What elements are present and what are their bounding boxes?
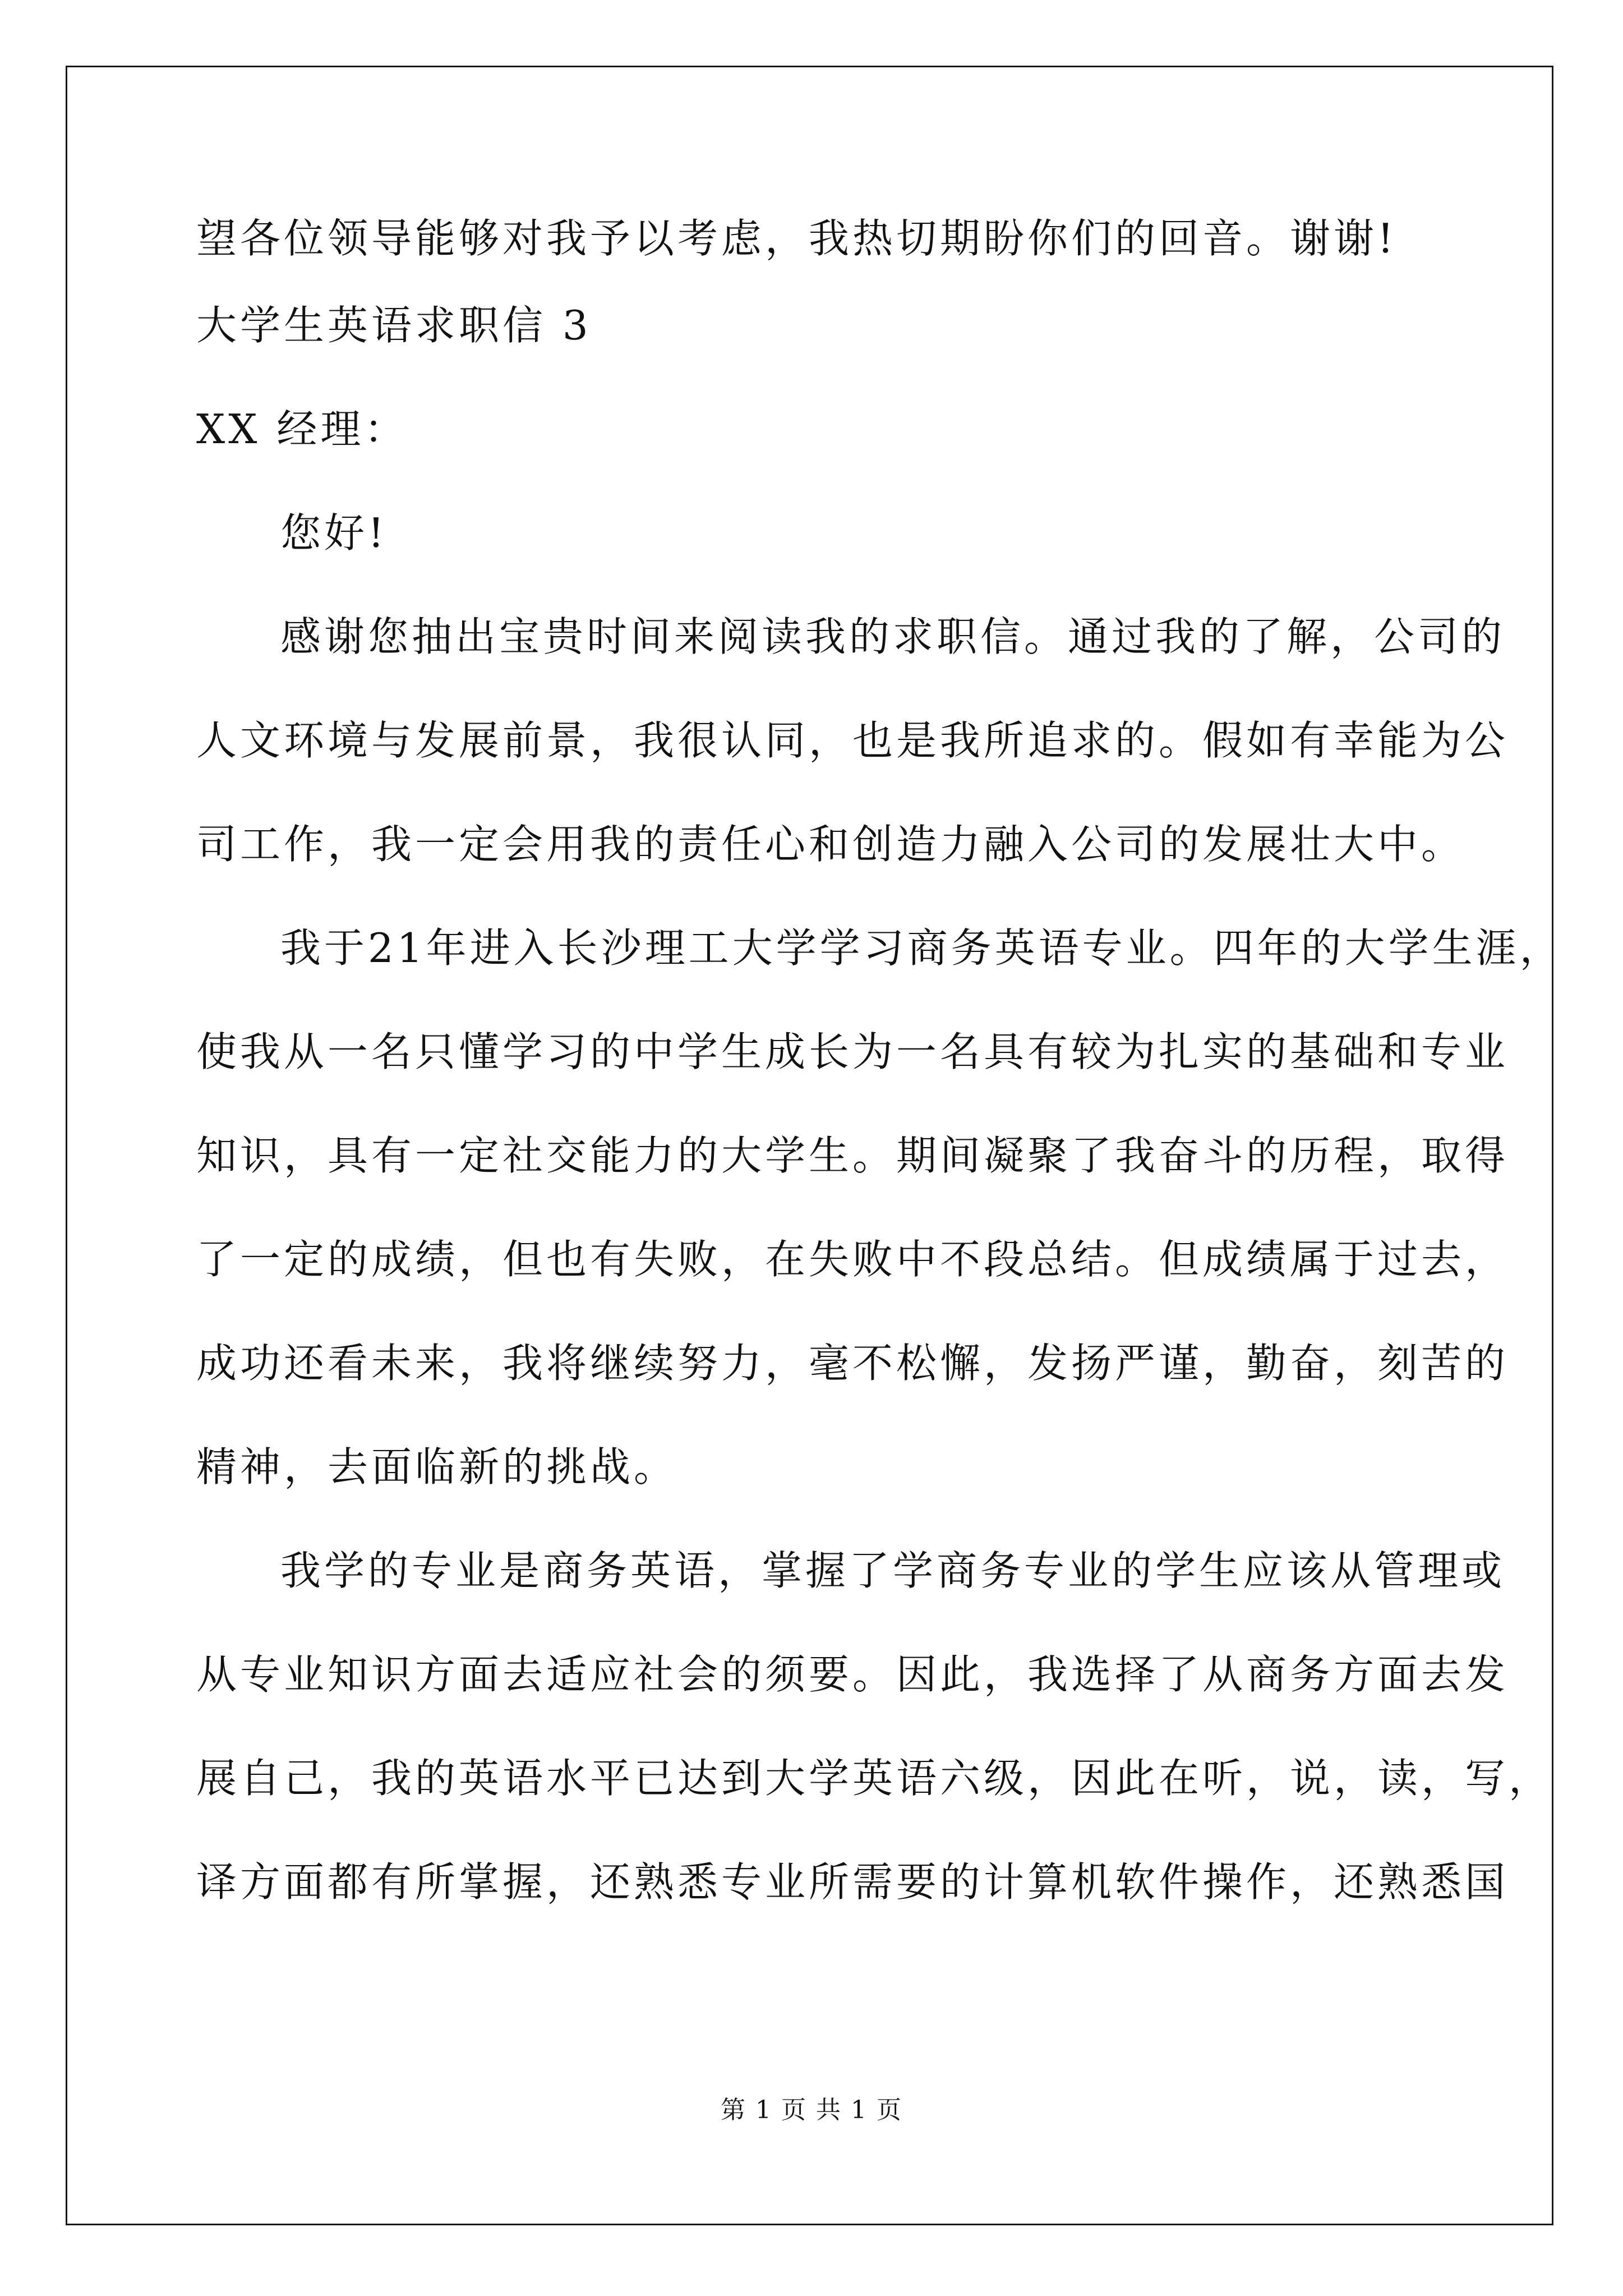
salutation: XX 经理： <box>196 406 408 453</box>
page-number-footer: 第 1 页 共 1 页 <box>721 2096 902 2124</box>
text-line: 人文环境与发展前景，我很认同，也是我所追求的。假如有幸能为公 <box>196 717 1509 764</box>
text-line: 译方面都有所掌握，还熟悉专业所需要的计算机软件操作，还熟悉国 <box>196 1858 1509 1906</box>
text-line: 我于21年进入长沙理工大学学习商务英语专业。四年的大学生涯， <box>280 924 1564 972</box>
text-line: 展自己，我的英语水平已达到大学英语六级，因此在听，说，读，写， <box>196 1755 1553 1802</box>
text-line: 成功还看未来，我将继续努力，毫不松懈，发扬严谨，勤奋，刻苦的 <box>196 1340 1509 1387</box>
text-line: 感谢您抽出宝贵时间来阅读我的求职信。通过我的了解，公司的 <box>280 613 1506 660</box>
text-line: 精神，去面临新的挑战。 <box>196 1443 678 1490</box>
text-line: 从专业知识方面去适应社会的须要。因此，我选择了从商务方面去发 <box>196 1651 1509 1698</box>
text-line: 司工作，我一定会用我的责任心和创造力融入公司的发展壮大中。 <box>196 821 1465 868</box>
greeting: 您好! <box>280 509 388 556</box>
section-title: 大学生英语求职信 3 <box>196 302 592 349</box>
text-line: 使我从一名只懂学习的中学生成长为一名具有较为扎实的基础和专业 <box>196 1028 1509 1075</box>
text-line: 了一定的成绩，但也有失败，在失败中不段总结。但成绩属于过去， <box>196 1236 1509 1283</box>
text-line: 我学的专业是商务英语，掌握了学商务专业的学生应该从管理或 <box>280 1547 1506 1594</box>
text-line: 知识，具有一定社交能力的大学生。期间凝聚了我奋斗的历程，取得 <box>196 1132 1509 1179</box>
text-line: 望各位领导能够对我予以考虑，我热切期盼你们的回音。谢谢! <box>196 215 1397 262</box>
